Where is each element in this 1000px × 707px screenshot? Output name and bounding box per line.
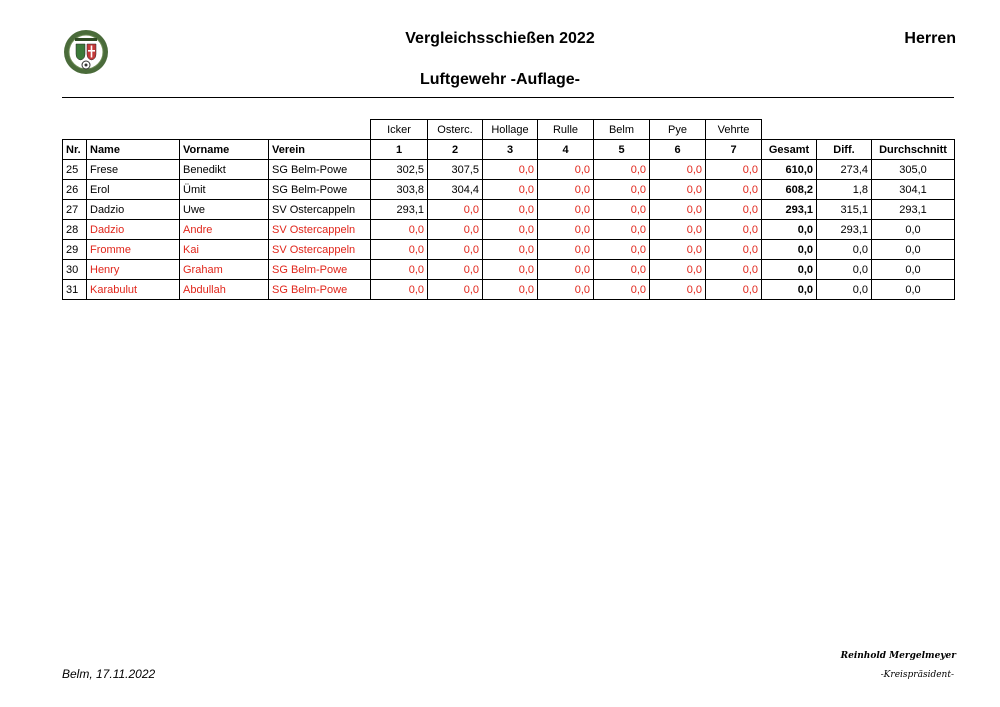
cell-diff: 0,0	[817, 280, 872, 300]
cell-score: 0,0	[650, 220, 706, 240]
cell-gesamt: 293,1	[762, 200, 817, 220]
cell-diff: 273,4	[817, 160, 872, 180]
table-row	[63, 260, 955, 280]
cell-score: 302,5	[371, 160, 428, 180]
cell-score: 0,0	[371, 220, 428, 240]
cell-durchschnitt: 0,0	[872, 280, 955, 300]
cell-score: 0,0	[594, 160, 650, 180]
cell-score: 0,0	[483, 260, 538, 280]
discipline-title: Luftgewehr -Auflage-	[420, 71, 580, 88]
results-table	[62, 119, 955, 300]
table-row	[63, 240, 955, 260]
cell-durchschnitt: 304,1	[872, 180, 955, 200]
cell-verein: SG Belm-Powe	[269, 260, 371, 280]
cell-name: Frese	[87, 160, 180, 180]
cell-diff: 0,0	[817, 260, 872, 280]
cell-score: 0,0	[483, 200, 538, 220]
column-header-gesamt: Gesamt	[762, 140, 817, 160]
cell-verein: SG Belm-Powe	[269, 160, 371, 180]
cell-score: 0,0	[483, 160, 538, 180]
column-header-round: 2	[428, 140, 483, 160]
signature-name: Reinhold Mergelmeyer	[840, 651, 956, 661]
table-row	[63, 160, 955, 180]
cell-gesamt: 608,2	[762, 180, 817, 200]
cell-name: Dadzio	[87, 220, 180, 240]
club-header: Belm	[594, 120, 650, 140]
cell-gesamt: 610,0	[762, 160, 817, 180]
cell-name: Erol	[87, 180, 180, 200]
cell-name: Karabulut	[87, 280, 180, 300]
cell-vorname: Uwe	[180, 200, 269, 220]
cell-durchschnitt: 0,0	[872, 260, 955, 280]
column-header-diff: Diff.	[817, 140, 872, 160]
cell-score: 0,0	[483, 240, 538, 260]
column-header-verein: Verein	[269, 140, 371, 160]
club-header: Vehrte	[706, 120, 762, 140]
signature-title: -Kreispräsident-	[880, 670, 954, 680]
cell-score: 303,8	[371, 180, 428, 200]
cell-score: 0,0	[538, 260, 594, 280]
cell-score: 0,0	[371, 280, 428, 300]
cell-score: 0,0	[428, 260, 483, 280]
cell-verein: SV Ostercappeln	[269, 220, 371, 240]
cell-nr: 27	[63, 200, 87, 220]
cell-score: 293,1	[371, 200, 428, 220]
club-header: Rulle	[538, 120, 594, 140]
cell-score: 0,0	[428, 200, 483, 220]
cell-durchschnitt: 293,1	[872, 200, 955, 220]
cell-verein: SG Belm-Powe	[269, 280, 371, 300]
cell-score: 0,0	[706, 260, 762, 280]
cell-nr: 29	[63, 240, 87, 260]
cell-score: 0,0	[594, 280, 650, 300]
column-header-name: Name	[87, 140, 180, 160]
column-header-round: 1	[371, 140, 428, 160]
cell-score: 304,4	[428, 180, 483, 200]
cell-score: 0,0	[706, 180, 762, 200]
document-title: Vergleichsschießen 2022	[405, 30, 595, 47]
cell-score: 0,0	[538, 180, 594, 200]
column-header-round: 3	[483, 140, 538, 160]
column-header-durchschnitt: Durchschnitt	[872, 140, 955, 160]
cell-score: 0,0	[594, 200, 650, 220]
cell-score: 0,0	[650, 180, 706, 200]
club-header: Pye	[650, 120, 706, 140]
cell-durchschnitt: 305,0	[872, 160, 955, 180]
cell-score: 0,0	[706, 240, 762, 260]
cell-name: Dadzio	[87, 200, 180, 220]
cell-verein: SV Ostercappeln	[269, 200, 371, 220]
cell-gesamt: 0,0	[762, 240, 817, 260]
club-header: Osterc.	[428, 120, 483, 140]
cell-score: 0,0	[650, 240, 706, 260]
cell-score: 0,0	[594, 180, 650, 200]
cell-score: 0,0	[538, 220, 594, 240]
cell-score: 0,0	[371, 260, 428, 280]
cell-score: 0,0	[706, 280, 762, 300]
cell-score: 0,0	[428, 280, 483, 300]
cell-verein: SG Belm-Powe	[269, 180, 371, 200]
cell-durchschnitt: 0,0	[872, 240, 955, 260]
cell-vorname: Andre	[180, 220, 269, 240]
column-header-vorname: Vorname	[180, 140, 269, 160]
cell-score: 0,0	[650, 160, 706, 180]
cell-nr: 28	[63, 220, 87, 240]
column-header-row	[63, 140, 955, 160]
results-body	[63, 160, 955, 300]
cell-score: 0,0	[428, 240, 483, 260]
cell-gesamt: 0,0	[762, 280, 817, 300]
cell-vorname: Graham	[180, 260, 269, 280]
cell-vorname: Abdullah	[180, 280, 269, 300]
cell-diff: 0,0	[817, 240, 872, 260]
cell-gesamt: 0,0	[762, 220, 817, 240]
cell-nr: 31	[63, 280, 87, 300]
cell-score: 0,0	[706, 220, 762, 240]
club-header: Icker	[371, 120, 428, 140]
cell-score: 0,0	[706, 200, 762, 220]
cell-score: 0,0	[594, 240, 650, 260]
table-row	[63, 180, 955, 200]
column-header-round: 4	[538, 140, 594, 160]
cell-score: 0,0	[538, 240, 594, 260]
cell-score: 0,0	[371, 240, 428, 260]
cell-diff: 315,1	[817, 200, 872, 220]
cell-diff: 1,8	[817, 180, 872, 200]
cell-score: 0,0	[594, 260, 650, 280]
cell-nr: 25	[63, 160, 87, 180]
cell-vorname: Benedikt	[180, 160, 269, 180]
cell-score: 0,0	[428, 220, 483, 240]
cell-durchschnitt: 0,0	[872, 220, 955, 240]
table-row	[63, 200, 955, 220]
cell-diff: 293,1	[817, 220, 872, 240]
cell-score: 0,0	[650, 200, 706, 220]
header-divider	[62, 97, 954, 98]
cell-score: 0,0	[538, 280, 594, 300]
cell-score: 0,0	[650, 260, 706, 280]
cell-nr: 26	[63, 180, 87, 200]
cell-score: 0,0	[706, 160, 762, 180]
cell-score: 0,0	[594, 220, 650, 240]
category-label: Herren	[904, 30, 956, 47]
cell-verein: SV Ostercappeln	[269, 240, 371, 260]
cell-score: 307,5	[428, 160, 483, 180]
cell-vorname: Ümit	[180, 180, 269, 200]
cell-name: Fromme	[87, 240, 180, 260]
column-header-nr: Nr.	[63, 140, 87, 160]
cell-score: 0,0	[538, 200, 594, 220]
club-header-row	[63, 120, 955, 140]
cell-score: 0,0	[650, 280, 706, 300]
table-row	[63, 280, 955, 300]
cell-score: 0,0	[483, 220, 538, 240]
cell-score: 0,0	[483, 280, 538, 300]
club-header: Hollage	[483, 120, 538, 140]
cell-score: 0,0	[483, 180, 538, 200]
column-header-round: 6	[650, 140, 706, 160]
cell-name: Henry	[87, 260, 180, 280]
place-date: Belm, 17.11.2022	[62, 667, 156, 681]
column-header-round: 7	[706, 140, 762, 160]
cell-nr: 30	[63, 260, 87, 280]
table-row	[63, 220, 955, 240]
cell-vorname: Kai	[180, 240, 269, 260]
cell-gesamt: 0,0	[762, 260, 817, 280]
cell-score: 0,0	[538, 160, 594, 180]
column-header-round: 5	[594, 140, 650, 160]
